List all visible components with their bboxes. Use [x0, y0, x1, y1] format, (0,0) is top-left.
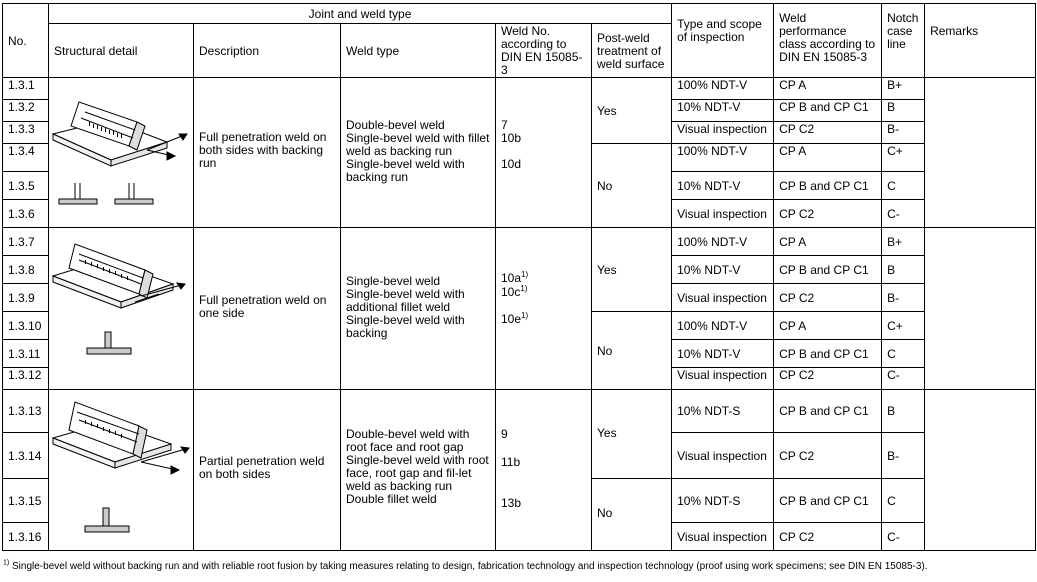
notch-cell: B-: [882, 284, 925, 312]
post-weld-value: No: [592, 479, 672, 551]
row-no: 1.3.15: [3, 479, 49, 523]
remarks-cell: [925, 78, 1036, 228]
post-weld-value: Yes: [592, 78, 672, 144]
row-no: 1.3.5: [3, 172, 49, 200]
weld-type-item: Single-bevel weld with fillet weld as backing run: [346, 131, 490, 158]
inspection-cell: Visual inspection: [672, 523, 774, 551]
weld-no-list: [496, 390, 592, 551]
weld-no-item: $10c^{1)}$: [501, 284, 528, 299]
notch-cell: B: [882, 390, 925, 433]
class-cell: CP C2: [774, 200, 882, 228]
inspection-cell: 10% NDT-V: [672, 100, 774, 122]
inspection-cell: Visual inspection: [672, 200, 774, 228]
row-no: 1.3.4: [3, 144, 49, 172]
weld-no-item: 7: [501, 118, 508, 132]
notch-cell: B-: [882, 122, 925, 144]
notch-cell: C: [882, 172, 925, 200]
class-cell: CP A: [774, 144, 882, 172]
weld-no-list: [496, 78, 592, 228]
footnote-text: Single-bevel weld without backing run and with reliable root fusion by taking measures relating to design, fabrication technology and inspection technology (proof using work specimens; see DIN EN 15085-3).: [9, 561, 928, 572]
class-cell: CP C2: [774, 122, 882, 144]
weld-no-item: $10e^{1)}$: [501, 311, 529, 326]
inspection-cell: 10% NDT-V: [672, 256, 774, 284]
inspection-cell: 10% NDT-V: [672, 340, 774, 368]
row-no: 1.3.8: [3, 256, 49, 284]
row-no: 1.3.6: [3, 200, 49, 228]
class-cell: CP A: [774, 78, 882, 100]
t-joint-double-bevel-drawing: [49, 82, 193, 214]
notch-cell: C-: [882, 200, 925, 228]
group-description: Full penetration weld on both sides with backing run: [194, 78, 341, 228]
class-cell: CP B and CP C1: [774, 256, 882, 284]
post-weld-value: No: [592, 144, 672, 228]
class-cell: CP A: [774, 312, 882, 340]
row-no: 1.3.2: [3, 100, 49, 122]
notch-cell: B: [882, 256, 925, 284]
class-cell: CP A: [774, 228, 882, 256]
weld-type-list: [341, 390, 496, 551]
notch-cell: C: [882, 479, 925, 523]
weld-no-item: 10b: [501, 131, 522, 145]
row-no: 1.3.7: [3, 228, 49, 256]
notch-cell: B-: [882, 433, 925, 479]
weld-type-item: Single-bevel weld with additional fillet weld: [346, 287, 465, 314]
header-weld-type: Weld type: [341, 24, 496, 78]
remarks-cell: [925, 390, 1036, 551]
row-no: 1.3.3: [3, 122, 49, 144]
group-description: Partial penetration weld on both sides: [194, 390, 341, 551]
header-post-weld: Post-weld treatment of weld surface: [592, 24, 672, 78]
inspection-cell: 100% NDT-V: [672, 312, 774, 340]
header-joint-and-weld-type: Joint and weld type: [49, 4, 672, 24]
notch-cell: B+: [882, 78, 925, 100]
weld-type-item: Double fillet weld: [346, 492, 437, 506]
header-inspection: Type and scope of inspection: [672, 4, 774, 78]
weld-type-item: Single-bevel weld: [346, 274, 441, 288]
class-cell: CP C2: [774, 433, 882, 479]
weld-type-item: Single-bevel weld with backing run: [346, 157, 465, 184]
row-no: 1.3.16: [3, 523, 49, 551]
class-cell: CP B and CP C1: [774, 479, 882, 523]
inspection-cell: 100% NDT-V: [672, 228, 774, 256]
notch-cell: C-: [882, 368, 925, 390]
class-cell: CP C2: [774, 368, 882, 390]
structural-detail-drawing: [49, 228, 194, 390]
class-cell: CP C2: [774, 284, 882, 312]
header-structural-detail: Structural detail: [49, 24, 194, 78]
inspection-cell: 100% NDT-V: [672, 144, 774, 172]
group-description: Full penetration weld on one side: [194, 228, 341, 390]
inspection-cell: 100% NDT-V: [672, 78, 774, 100]
header-notch-case: Notch case line: [882, 4, 925, 78]
post-weld-value: Yes: [592, 390, 672, 479]
row-no: 1.3.12: [3, 368, 49, 390]
inspection-cell: 10% NDT-V: [672, 172, 774, 200]
header-description: Description: [194, 24, 341, 78]
weld-type-list: [341, 78, 496, 228]
inspection-cell: Visual inspection: [672, 433, 774, 479]
class-cell: CP B and CP C1: [774, 390, 882, 433]
class-cell: CP B and CP C1: [774, 172, 882, 200]
inspection-cell: 10% NDT-S: [672, 390, 774, 433]
weld-table: [2, 3, 1036, 551]
post-weld-value: Yes: [592, 228, 672, 312]
row-no: 1.3.13: [3, 390, 49, 433]
post-weld-value: No: [592, 312, 672, 390]
t-joint-partial-penetration-drawing: [49, 394, 193, 540]
weld-no-item: 9: [501, 427, 508, 441]
weld-type-item: Single-bevel weld with backing: [346, 313, 465, 340]
header-performance-class: Weld performance class according to DIN EN 15085-3: [774, 4, 882, 78]
weld-no-item: $10a^{1)}$: [501, 270, 529, 285]
weld-no-item: 13b: [501, 496, 522, 510]
inspection-cell: Visual inspection: [672, 122, 774, 144]
row-no: 1.3.1: [3, 78, 49, 100]
weld-type-item: Double-bevel weld with root face and root gap: [346, 427, 470, 454]
t-joint-single-bevel-drawing: [49, 232, 193, 364]
notch-cell: C: [882, 340, 925, 368]
notch-cell: C-: [882, 523, 925, 551]
weld-no-item: 10d: [501, 157, 522, 171]
notch-cell: C+: [882, 312, 925, 340]
header-no: No.: [3, 4, 49, 78]
structural-detail-drawing: [49, 78, 194, 228]
notch-cell: C+: [882, 144, 925, 172]
notch-cell: B: [882, 100, 925, 122]
weld-no-item: 11b: [501, 455, 521, 469]
footnote: [3, 561, 928, 572]
weld-type-item: Single-bevel weld with root face, root gap and fil-let weld as backing run: [346, 453, 489, 493]
row-no: 1.3.11: [3, 340, 49, 368]
header-remarks: Remarks: [925, 4, 1036, 78]
class-cell: CP B and CP C1: [774, 340, 882, 368]
weld-type-list: [341, 228, 496, 390]
class-cell: CP C2: [774, 523, 882, 551]
row-no: 1.3.10: [3, 312, 49, 340]
weld-type-item: Double-bevel weld: [346, 118, 445, 132]
inspection-cell: Visual inspection: [672, 284, 774, 312]
row-no: 1.3.9: [3, 284, 49, 312]
inspection-cell: 10% NDT-S: [672, 479, 774, 523]
remarks-cell: [925, 228, 1036, 390]
weld-no-list: [496, 228, 592, 390]
notch-cell: B+: [882, 228, 925, 256]
class-cell: CP B and CP C1: [774, 100, 882, 122]
row-no: 1.3.14: [3, 433, 49, 479]
footnote-mark: 1): [3, 559, 10, 567]
structural-detail-drawing: [49, 390, 194, 551]
header-weld-no: Weld No. according to DIN EN 15085-3: [496, 24, 592, 78]
inspection-cell: Visual inspection: [672, 368, 774, 390]
